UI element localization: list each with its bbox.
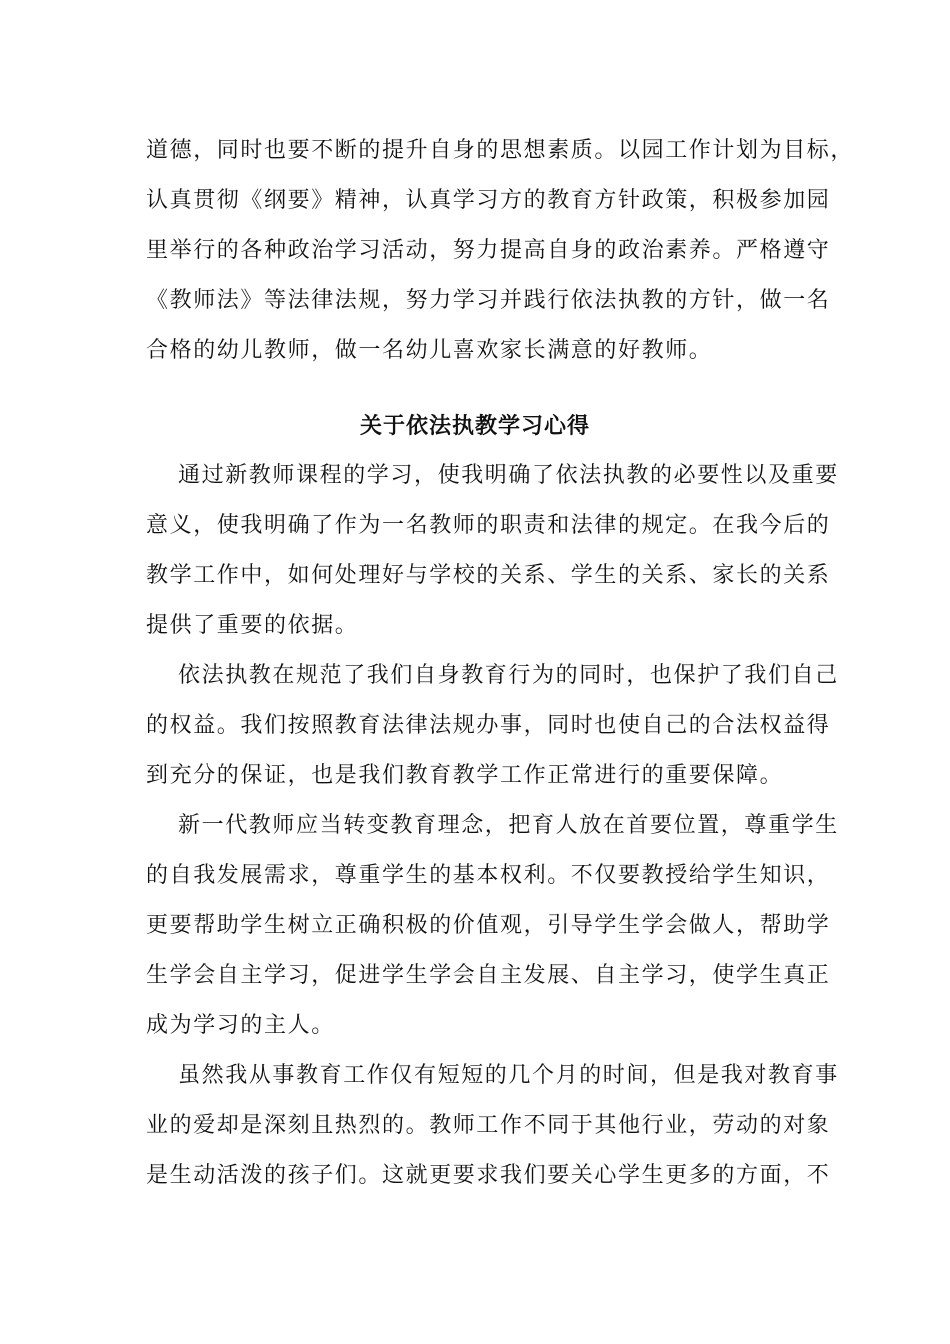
paragraph-3-line-4: 生学会自主学习，促进学生学会自主发展、自主学习，使学生真正 — [146, 963, 831, 988]
intro-line-1: 道德，同时也要不断的提升自身的思想素质。以园工作计划为目标， — [146, 138, 855, 163]
intro-line-4: 《教师法》等法律法规，努力学习并践行依法执教的方针，做一名 — [146, 288, 831, 313]
paragraph-1-line-4: 提供了重要的依据。 — [146, 613, 359, 638]
paragraph-3-line-5: 成为学习的主人。 — [146, 1013, 335, 1038]
paragraph-3-line-1: 新一代教师应当转变教育理念，把育人放在首要位置，尊重学生 — [178, 813, 839, 838]
paragraph-1-line-1: 通过新教师课程的学习，使我明确了依法执教的必要性以及重要 — [178, 463, 839, 488]
document-title: 关于依法执教学习心得 — [359, 413, 590, 439]
intro-line-3: 里举行的各种政治学习活动，努力提高自身的政治素养。严格遵守 — [146, 238, 831, 263]
paragraph-3-line-2: 的自我发展需求，尊重学生的基本权利。不仅要教授给学生知识， — [146, 863, 831, 888]
paragraph-4-line-3: 是生动活泼的孩子们。这就更要求我们要关心学生更多的方面，不 — [146, 1163, 831, 1188]
paragraph-4-line-2: 业的爱却是深刻且热烈的。教师工作不同于其他行业，劳动的对象 — [146, 1113, 831, 1138]
paragraph-2-line-3: 到充分的保证，也是我们教育教学工作正常进行的重要保障。 — [146, 763, 784, 788]
paragraph-3-line-3: 更要帮助学生树立正确积极的价值观，引导学生学会做人，帮助学 — [146, 913, 831, 938]
paragraph-1-line-3: 教学工作中，如何处理好与学校的关系、学生的关系、家长的关系 — [146, 563, 831, 588]
paragraph-1-line-2: 意义，使我明确了作为一名教师的职责和法律的规定。在我今后的 — [146, 513, 831, 538]
paragraph-4-line-1: 虽然我从事教育工作仅有短短的几个月的时间，但是我对教育事 — [178, 1063, 839, 1088]
intro-line-5: 合格的幼儿教师，做一名幼儿喜欢家长满意的好教师。 — [146, 338, 713, 363]
intro-line-2: 认真贯彻《纲要》精神，认真学习方的教育方针政策，积极参加园 — [146, 188, 831, 213]
paragraph-2-line-1: 依法执教在规范了我们自身教育行为的同时，也保护了我们自己 — [178, 663, 839, 688]
paragraph-2-line-2: 的权益。我们按照教育法律法规办事，同时也使自己的合法权益得 — [146, 713, 831, 738]
